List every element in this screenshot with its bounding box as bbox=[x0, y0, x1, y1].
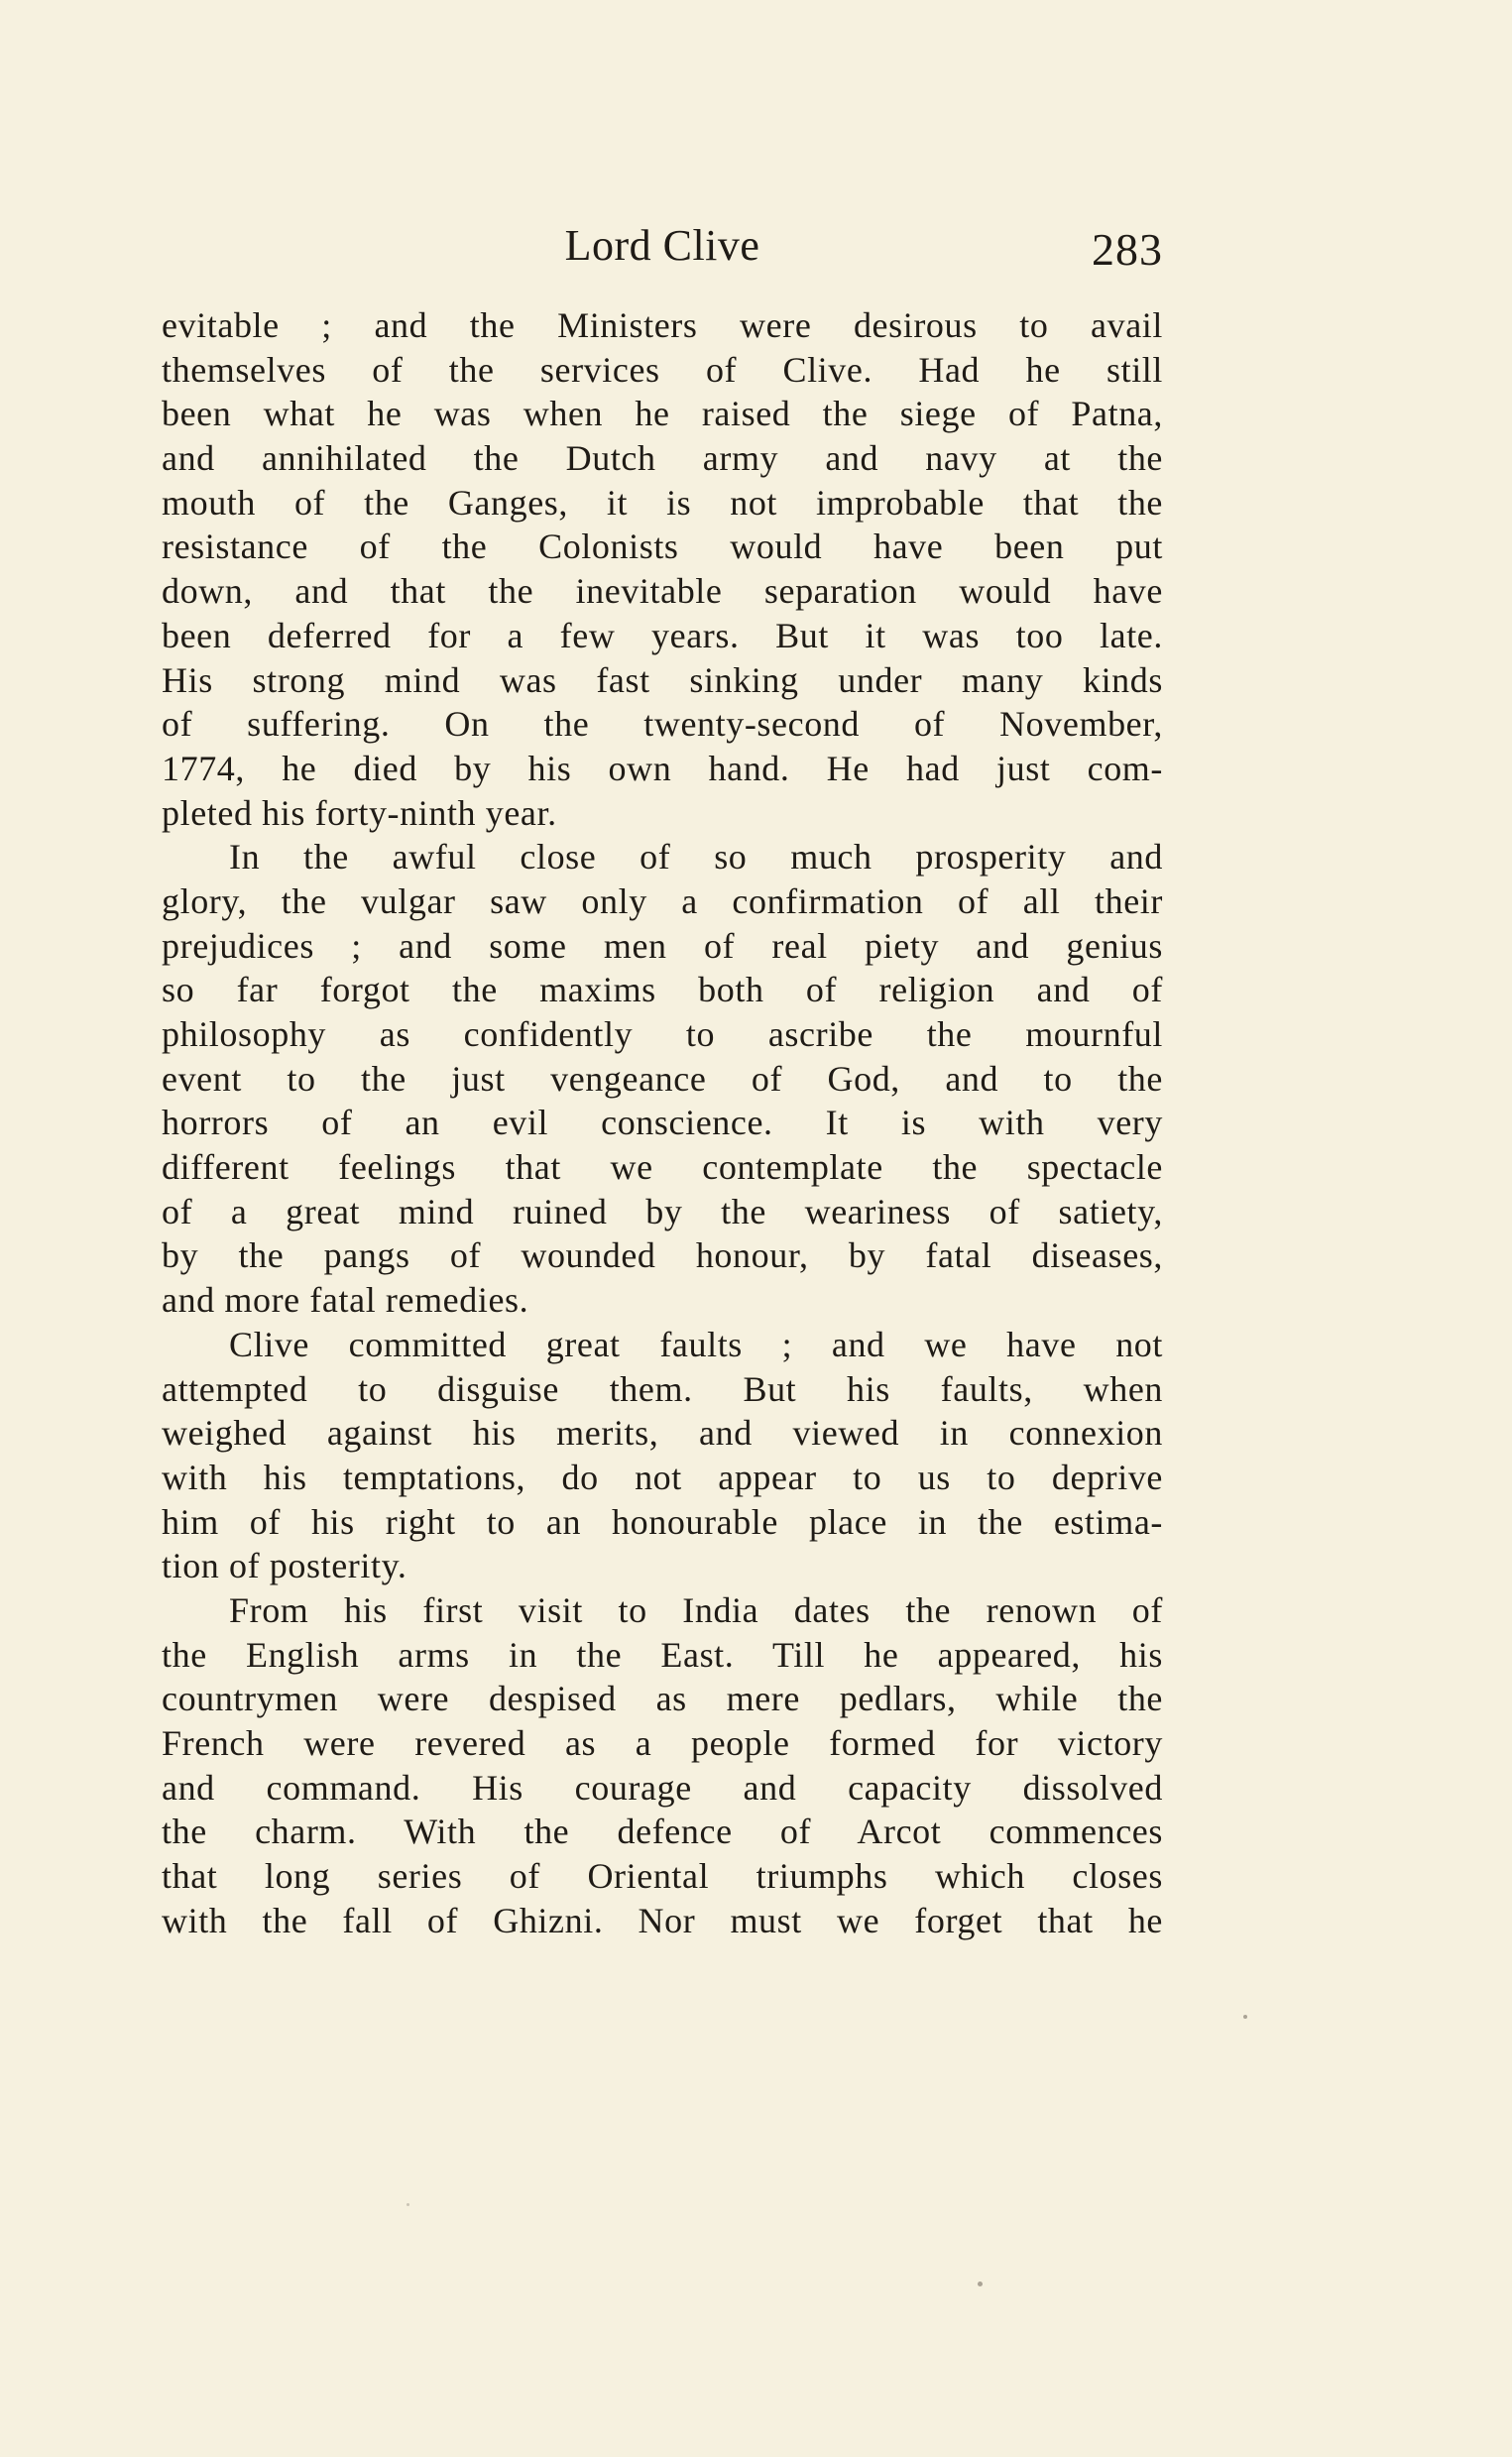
text-line: tion of posterity. bbox=[162, 1546, 407, 1586]
text-line: so far forgot the maxims both of religion and of bbox=[162, 970, 1163, 1010]
text-line: and command. His courage and capacity dissolved bbox=[162, 1767, 1163, 1808]
text-line: mouth of the Ganges, it is not improbable that the bbox=[162, 482, 1163, 523]
text-line: weighed against his merits, and viewed in connexion bbox=[162, 1413, 1163, 1454]
text-line: by the pangs of wounded honour, by fatal diseases, bbox=[162, 1235, 1163, 1276]
text-line: of a great mind ruined by the weariness of satiety, bbox=[162, 1191, 1163, 1231]
text-line: attempted to disguise them. But his faults, when bbox=[162, 1368, 1163, 1409]
text-line: prejudices ; and some men of real piety and genius bbox=[162, 925, 1163, 966]
text-line: philosophy as confidently to ascribe the mournful bbox=[162, 1014, 1163, 1054]
text-line: that long series of Oriental triumphs which closes bbox=[162, 1856, 1163, 1897]
running-head bbox=[162, 216, 1163, 276]
text-line: the charm. With the defence of Arcot commences bbox=[162, 1812, 1163, 1852]
text-line: French were revered as a people formed for victory bbox=[162, 1723, 1163, 1763]
text-line: been what he was when he raised the siege of Patna, bbox=[162, 394, 1163, 434]
text-line: down, and that the inevitable separation would have bbox=[162, 571, 1163, 612]
text-line: From his first visit to India dates the renown of bbox=[229, 1589, 1163, 1630]
text-line: him of his right to an honourable place in the estima- bbox=[162, 1501, 1163, 1542]
text-line: and more fatal remedies. bbox=[162, 1280, 529, 1321]
body-text bbox=[162, 303, 1163, 1942]
text-line: with the fall of Ghizni. Nor must we forget that he bbox=[162, 1900, 1163, 1940]
text-line: event to the just vengeance of God, and to the bbox=[162, 1058, 1163, 1099]
text-line: different feelings that we contemplate the spectacle bbox=[162, 1147, 1163, 1188]
text-line: countrymen were despised as mere pedlars, while the bbox=[162, 1679, 1163, 1719]
text-line: and annihilated the Dutch army and navy at the bbox=[162, 438, 1163, 479]
paper-speck bbox=[1243, 2015, 1247, 2019]
text-line: resistance of the Colonists would have been put bbox=[162, 526, 1163, 567]
text-line: pleted his forty-ninth year. bbox=[162, 792, 557, 833]
running-title: Lord Clive bbox=[564, 221, 760, 270]
paper-speck bbox=[978, 2282, 983, 2286]
text-line: His strong mind was fast sinking under many kinds bbox=[162, 659, 1163, 700]
text-line: In the awful close of so much prosperity and bbox=[229, 837, 1163, 878]
text-line: of suffering. On the twenty-second of November, bbox=[162, 704, 1163, 745]
paper-speck bbox=[407, 2203, 409, 2206]
text-line: the English arms in the East. Till he appeared, his bbox=[162, 1634, 1163, 1675]
text-line: evitable ; and the Ministers were desirous to avail bbox=[162, 305, 1163, 345]
text-line: with his temptations, do not appear to us to deprive bbox=[162, 1457, 1163, 1497]
text-line: 1774, he died by his own hand. He had just com- bbox=[162, 748, 1163, 788]
text-line: been deferred for a few years. But it was too late. bbox=[162, 615, 1163, 655]
page-number: 283 bbox=[1092, 224, 1163, 275]
text-line: themselves of the services of Clive. Had he still bbox=[162, 349, 1163, 390]
text-line: glory, the vulgar saw only a confirmation of all their bbox=[162, 880, 1163, 921]
text-line: Clive committed great faults ; and we have not bbox=[229, 1324, 1163, 1364]
text-line: horrors of an evil conscience. It is with very bbox=[162, 1103, 1163, 1143]
